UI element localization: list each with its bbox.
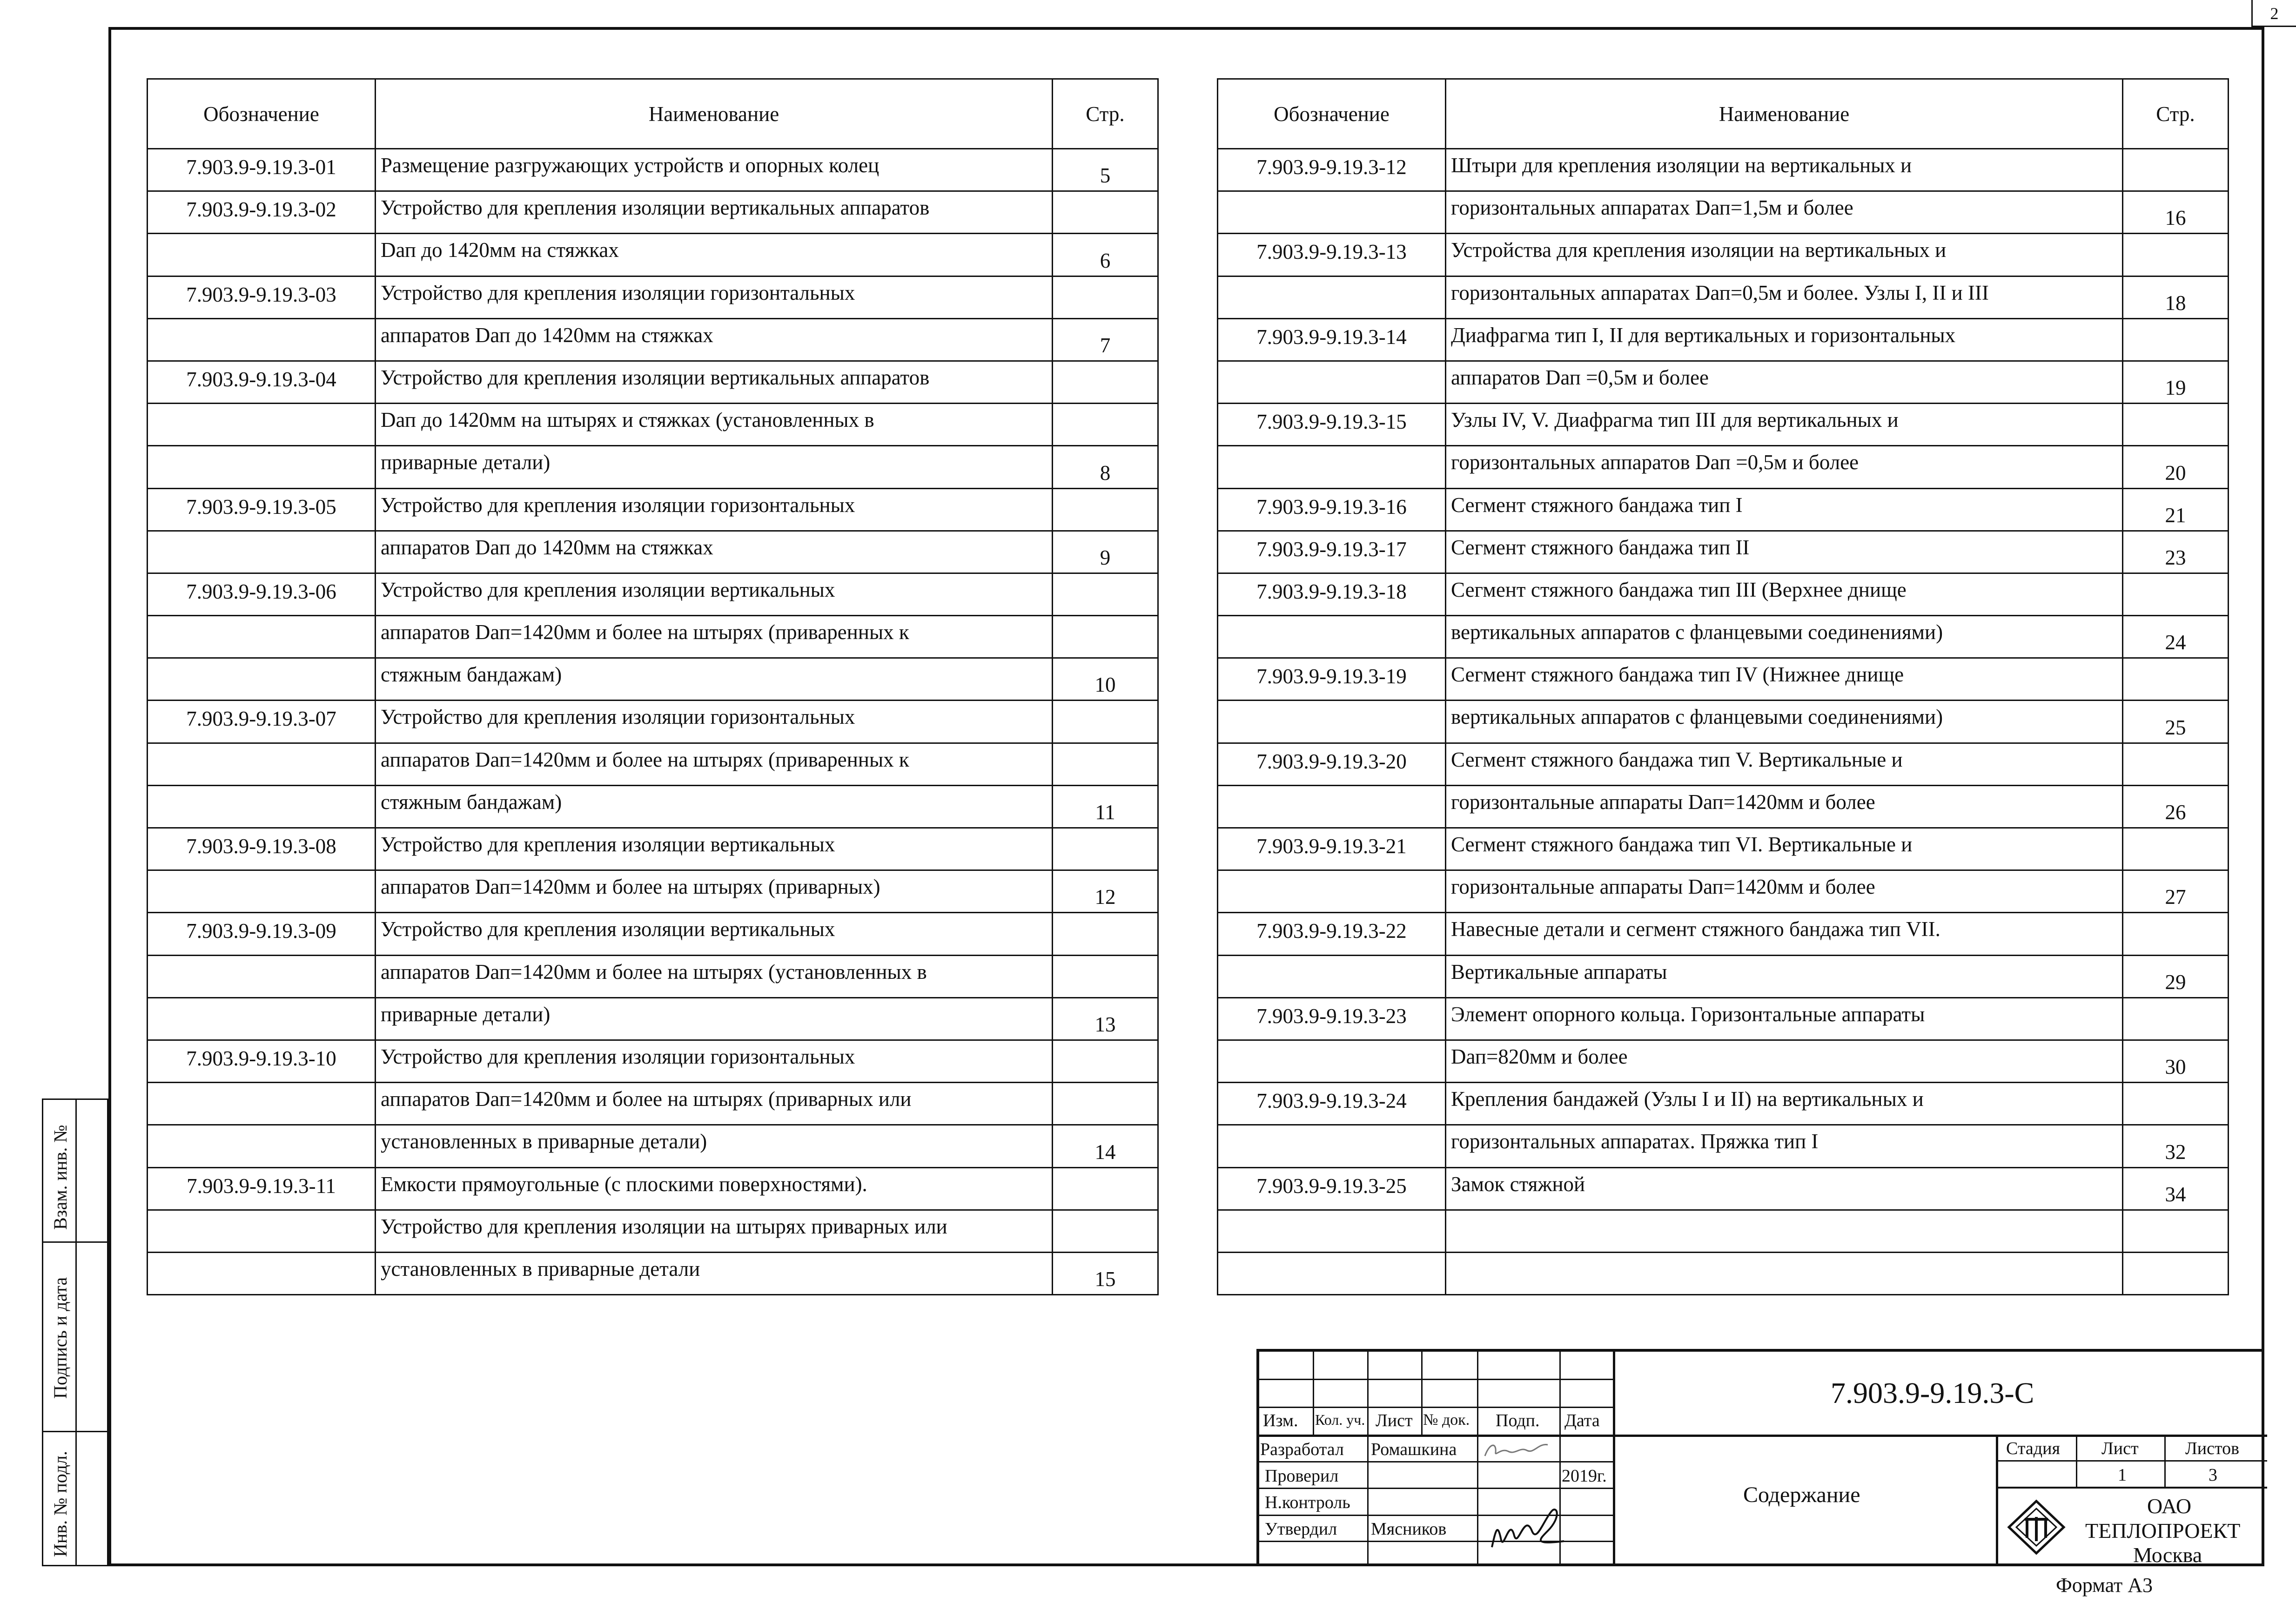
row-page: 20 [2123, 446, 2229, 488]
table-row [148, 573, 1158, 615]
header-page: Стр. [2123, 79, 2229, 149]
row-code [148, 743, 376, 785]
table-row [148, 1083, 1158, 1125]
row-page: 34 [2123, 1167, 2229, 1210]
row-name: Емкости прямоугольные (с плоскими поверхностями). [376, 1167, 1053, 1210]
row-page: 18 [2123, 276, 2229, 318]
table-row [148, 1040, 1158, 1082]
table-row [148, 616, 1158, 658]
table-row [148, 361, 1158, 403]
row-page: 27 [2123, 870, 2229, 913]
table-row [148, 1167, 1158, 1210]
role-razrab: Разработал [1260, 1440, 1344, 1459]
row-page: 11 [1053, 785, 1158, 828]
signature-razrab [1483, 1438, 1552, 1462]
row-page: 25 [2123, 701, 2229, 743]
row-name: вертикальных аппаратов с фланцевыми соединениями) [1446, 616, 2123, 658]
sheet-number-box [2251, 0, 2296, 27]
row-code: 7.903.9-9.19.3-16 [1218, 488, 1446, 531]
row-code: 7.903.9-9.19.3-09 [148, 913, 376, 955]
row-code: 7.903.9-9.19.3-02 [148, 191, 376, 234]
row-page [1053, 1040, 1158, 1082]
table-row [148, 870, 1158, 913]
list-label: Лист [2101, 1439, 2139, 1458]
row-page [1053, 616, 1158, 658]
row-page [2123, 743, 2229, 785]
row-name: Крепления бандажей (Узлы I и II) на вертикальных и [1446, 1083, 2123, 1125]
row-code: 7.903.9-9.19.3-04 [148, 361, 376, 403]
row-code [148, 446, 376, 488]
header-name: Наименование [1446, 79, 2123, 149]
name-utverdil: Мясников [1371, 1519, 1447, 1539]
header-name: Наименование [376, 79, 1053, 149]
header-page: Стр. [1053, 79, 1158, 149]
contents-table-right [1217, 78, 2229, 1295]
row-page [1053, 404, 1158, 446]
row-name: Устройство для крепления изоляции горизонтальных [376, 276, 1053, 318]
row-page [1053, 913, 1158, 955]
row-code [1218, 1252, 1446, 1294]
table-row [1218, 149, 2229, 191]
table-row [1218, 404, 2229, 446]
row-code: 7.903.9-9.19.3-03 [148, 276, 376, 318]
row-page: 10 [1053, 658, 1158, 701]
row-code [1218, 1040, 1446, 1082]
table-row [1218, 276, 2229, 318]
row-code [148, 1125, 376, 1167]
table-row [148, 234, 1158, 276]
row-code [1218, 191, 1446, 234]
row-page [2123, 828, 2229, 870]
doc-title: Содержание [1743, 1482, 1860, 1507]
row-name: горизонтальные аппараты Dап=1420мм и более [1446, 785, 2123, 828]
row-code [1218, 446, 1446, 488]
col-data: Дата [1564, 1411, 1600, 1430]
row-code: 7.903.9-9.19.3-21 [1218, 828, 1446, 870]
row-name: аппаратов Dап=1420мм и более на штырях (приварных) [376, 870, 1053, 913]
table-row [1218, 785, 2229, 828]
row-name: Узлы IV, V. Диафрагма тип III для вертикальных и [1446, 404, 2123, 446]
table-row [148, 785, 1158, 828]
header-code: Обозначение [1218, 79, 1446, 149]
row-code [1218, 616, 1446, 658]
row-name: Диафрагма тип I, II для вертикальных и горизонтальных [1446, 318, 2123, 361]
table-row [1218, 573, 2229, 615]
row-page [2123, 318, 2229, 361]
row-code: 7.903.9-9.19.3-13 [1218, 234, 1446, 276]
row-page [2123, 913, 2229, 955]
col-podp: Подп. [1496, 1411, 1540, 1430]
row-name: аппаратов Dап до 1420мм на стяжках [376, 318, 1053, 361]
listov-label: Листов [2185, 1439, 2240, 1458]
row-page [1053, 573, 1158, 615]
table-row [148, 955, 1158, 997]
table-row [148, 318, 1158, 361]
name-razrab: Ромашкина [1371, 1440, 1457, 1459]
row-page [1053, 701, 1158, 743]
table-row [148, 488, 1158, 531]
row-name: аппаратов Dап =0,5м и более [1446, 361, 2123, 403]
row-name: горизонтальные аппараты Dап=1420мм и более [1446, 870, 2123, 913]
row-page: 29 [2123, 955, 2229, 997]
table-row [148, 997, 1158, 1040]
row-code [148, 1083, 376, 1125]
row-page [2123, 149, 2229, 191]
row-code [1218, 1125, 1446, 1167]
row-code [1218, 785, 1446, 828]
row-code: 7.903.9-9.19.3-12 [1218, 149, 1446, 191]
row-name: Сегмент стяжного бандажа тип III (Верхнее днище [1446, 573, 2123, 615]
table-row [1218, 701, 2229, 743]
header-code: Обозначение [148, 79, 376, 149]
left-table-body [148, 149, 1158, 1295]
row-code [1218, 276, 1446, 318]
stadia-label: Стадия [2006, 1439, 2060, 1458]
role-utverdil: Утвердил [1265, 1519, 1337, 1539]
row-page [2123, 1083, 2229, 1125]
format-label: Формат А3 [2056, 1574, 2153, 1597]
row-name: аппаратов Dап=1420мм и более на штырях (установленных в [376, 955, 1053, 997]
row-name: Размещение разгружающих устройств и опорных колец [376, 149, 1053, 191]
table-row [148, 446, 1158, 488]
row-name: Сегмент стяжного бандажа тип VI. Вертикальные и [1446, 828, 2123, 870]
row-name: Устройство для крепления изоляции горизонтальных [376, 701, 1053, 743]
table-row [148, 913, 1158, 955]
table-row [148, 1125, 1158, 1167]
row-name: Замок стяжной [1446, 1167, 2123, 1210]
row-code: 7.903.9-9.19.3-05 [148, 488, 376, 531]
col-izm: Изм. [1263, 1411, 1298, 1430]
row-code [148, 318, 376, 361]
row-name: Сегмент стяжного бандажа тип I [1446, 488, 2123, 531]
row-name: Dап=820мм и более [1446, 1040, 2123, 1082]
row-page: 13 [1053, 997, 1158, 1040]
list-value: 1 [2118, 1465, 2127, 1485]
row-name: Сегмент стяжного бандажа тип II [1446, 531, 2123, 573]
row-code: 7.903.9-9.19.3-24 [1218, 1083, 1446, 1125]
table-row [148, 701, 1158, 743]
table-row [148, 531, 1158, 573]
side-label-inv: Инв. № подл. [50, 1451, 71, 1557]
table-row [1218, 1083, 2229, 1125]
signature-utverdil [1487, 1503, 1571, 1554]
row-name: Dап до 1420мм на штырях и стяжках (установленных в [376, 404, 1053, 446]
role-prover: Проверил [1265, 1466, 1339, 1486]
row-code: 7.903.9-9.19.3-14 [1218, 318, 1446, 361]
row-page: 21 [2123, 488, 2229, 531]
row-page [2123, 573, 2229, 615]
row-page: 24 [2123, 616, 2229, 658]
row-code: 7.903.9-9.19.3-22 [1218, 913, 1446, 955]
row-page [1053, 1167, 1158, 1210]
row-page: 6 [1053, 234, 1158, 276]
right-table-body [1218, 149, 2229, 1295]
table-row [1218, 1252, 2229, 1294]
row-page [2123, 1210, 2229, 1252]
table-row [1218, 531, 2229, 573]
row-code: 7.903.9-9.19.3-17 [1218, 531, 1446, 573]
row-code: 7.903.9-9.19.3-07 [148, 701, 376, 743]
row-code: 7.903.9-9.19.3-11 [148, 1167, 376, 1210]
row-page: 8 [1053, 446, 1158, 488]
row-name: Устройство для крепления изоляции вертикальных [376, 913, 1053, 955]
row-code: 7.903.9-9.19.3-06 [148, 573, 376, 615]
contents-table-left [147, 78, 1159, 1295]
row-name: аппаратов Dап=1420мм и более на штырях (приварных или [376, 1083, 1053, 1125]
row-page: 12 [1053, 870, 1158, 913]
table-row [1218, 870, 2229, 913]
row-code [148, 1252, 376, 1294]
table-row [1218, 997, 2229, 1040]
row-code: 7.903.9-9.19.3-19 [1218, 658, 1446, 701]
row-page: 16 [2123, 191, 2229, 234]
row-page [1053, 828, 1158, 870]
row-page [2123, 404, 2229, 446]
row-page: 14 [1053, 1125, 1158, 1167]
table-row [1218, 1167, 2229, 1210]
org-line1: ОАО [2147, 1494, 2192, 1518]
row-name: Устройство для крепления изоляции вертикальных [376, 573, 1053, 615]
row-page [1053, 743, 1158, 785]
row-name: аппаратов Dап=1420мм и более на штырях (приваренных к [376, 616, 1053, 658]
row-name: горизонтальных аппаратах Dап=0,5м и более. Узлы I, II и III [1446, 276, 2123, 318]
side-label-podpis: Подпись и дата [50, 1277, 71, 1399]
side-cell-podpis-value [75, 1241, 108, 1432]
table-row [148, 828, 1158, 870]
col-ndok: № док. [1423, 1411, 1470, 1429]
date-prover: 2019г. [1562, 1466, 1607, 1486]
row-page [2123, 234, 2229, 276]
table-row [1218, 446, 2229, 488]
row-name: горизонтальных аппаратах. Пряжка тип I [1446, 1125, 2123, 1167]
teploproekt-logo-icon [2006, 1498, 2067, 1557]
table-row [1218, 828, 2229, 870]
row-page [2123, 1252, 2229, 1294]
table-row [148, 149, 1158, 191]
row-page: 30 [2123, 1040, 2229, 1082]
row-code [1218, 701, 1446, 743]
row-code [1218, 955, 1446, 997]
title-block [1256, 1349, 2264, 1566]
row-code: 7.903.9-9.19.3-23 [1218, 997, 1446, 1040]
row-name: Вертикальные аппараты [1446, 955, 2123, 997]
row-page [1053, 191, 1158, 234]
listov-value: 3 [2209, 1465, 2217, 1485]
row-page: 19 [2123, 361, 2229, 403]
row-code: 7.903.9-9.19.3-15 [1218, 404, 1446, 446]
row-name: горизонтальных аппаратах Dап=1,5м и более [1446, 191, 2123, 234]
row-page [2123, 658, 2229, 701]
row-code [148, 531, 376, 573]
row-name: Сегмент стяжного бандажа тип V. Вертикальные и [1446, 743, 2123, 785]
row-code: 7.903.9-9.19.3-18 [1218, 573, 1446, 615]
table-row [148, 191, 1158, 234]
row-name: Устройство для крепления изоляции горизонтальных [376, 488, 1053, 531]
row-code [148, 658, 376, 701]
org-line3: Москва [2133, 1543, 2202, 1567]
row-code [148, 870, 376, 913]
table-row [148, 404, 1158, 446]
row-page [1053, 1210, 1158, 1252]
row-name: Устройство для крепления изоляции вертикальных [376, 828, 1053, 870]
row-code: 7.903.9-9.19.3-10 [148, 1040, 376, 1082]
side-label-vzam: Взам. инв. № [50, 1125, 71, 1230]
row-code [148, 234, 376, 276]
row-page: 9 [1053, 531, 1158, 573]
row-name: Элемент опорного кольца. Горизонтальные аппараты [1446, 997, 2123, 1040]
row-page: 7 [1053, 318, 1158, 361]
side-cell-vzam-value [75, 1098, 108, 1243]
row-page: 5 [1053, 149, 1158, 191]
row-page [1053, 955, 1158, 997]
row-page [1053, 488, 1158, 531]
row-code: 7.903.9-9.19.3-01 [148, 149, 376, 191]
org-line2: ТЕПЛОПРОЕКТ [2085, 1519, 2241, 1543]
table-row [1218, 1040, 2229, 1082]
row-name: Dап до 1420мм на стяжках [376, 234, 1053, 276]
row-name: приварные детали) [376, 997, 1053, 1040]
table-row [148, 1210, 1158, 1252]
row-code: 7.903.9-9.19.3-25 [1218, 1167, 1446, 1210]
col-kol-uch: Кол. уч. [1315, 1411, 1365, 1428]
row-code [148, 1210, 376, 1252]
table-row [1218, 616, 2229, 658]
row-name: Устройство для крепления изоляции на штырях приварных или [376, 1210, 1053, 1252]
row-code [1218, 361, 1446, 403]
row-name [1446, 1210, 2123, 1252]
row-name: установленных в приварные детали) [376, 1125, 1053, 1167]
table-header-row [1218, 79, 2229, 149]
row-code: 7.903.9-9.19.3-20 [1218, 743, 1446, 785]
row-code [1218, 870, 1446, 913]
row-page: 23 [2123, 531, 2229, 573]
row-code [148, 785, 376, 828]
table-row [1218, 913, 2229, 955]
row-page [2123, 997, 2229, 1040]
table-header-row [148, 79, 1158, 149]
row-name: приварные детали) [376, 446, 1053, 488]
table-row [148, 1252, 1158, 1294]
row-page: 32 [2123, 1125, 2229, 1167]
row-name: Устройство для крепления изоляции горизонтальных [376, 1040, 1053, 1082]
table-row [1218, 488, 2229, 531]
table-row [1218, 361, 2229, 403]
row-code [148, 955, 376, 997]
row-code [148, 616, 376, 658]
table-row [148, 276, 1158, 318]
row-name: Устройство для крепления изоляции вертикальных аппаратов [376, 191, 1053, 234]
sheet-number: 2 [2270, 4, 2279, 23]
row-name: Штыри для крепления изоляции на вертикальных и [1446, 149, 2123, 191]
row-code [148, 997, 376, 1040]
side-stamp-block [42, 1098, 108, 1566]
table-row [148, 743, 1158, 785]
table-row [148, 658, 1158, 701]
table-row [1218, 234, 2229, 276]
role-nkontrol: Н.контроль [1265, 1493, 1350, 1512]
row-name: стяжным бандажам) [376, 785, 1053, 828]
row-name: установленных в приварные детали [376, 1252, 1053, 1294]
row-name [1446, 1252, 2123, 1294]
row-name: стяжным бандажам) [376, 658, 1053, 701]
doc-code: 7.903.9-9.19.3-С [1831, 1376, 2034, 1409]
row-code: 7.903.9-9.19.3-08 [148, 828, 376, 870]
table-row [1218, 191, 2229, 234]
row-page: 26 [2123, 785, 2229, 828]
table-row [1218, 743, 2229, 785]
table-row [1218, 955, 2229, 997]
row-name: Устройство для крепления изоляции вертикальных аппаратов [376, 361, 1053, 403]
row-name: Устройства для крепления изоляции на вертикальных и [1446, 234, 2123, 276]
row-page [1053, 361, 1158, 403]
row-name: аппаратов Dап до 1420мм на стяжках [376, 531, 1053, 573]
table-row [1218, 658, 2229, 701]
table-row [1218, 318, 2229, 361]
row-page [1053, 1083, 1158, 1125]
side-cell-inv-value [75, 1431, 108, 1566]
col-list: Лист [1376, 1411, 1413, 1430]
row-name: горизонтальных аппаратов Dап =0,5м и более [1446, 446, 2123, 488]
table-row [1218, 1210, 2229, 1252]
row-page: 15 [1053, 1252, 1158, 1294]
table-row [1218, 1125, 2229, 1167]
row-code [148, 404, 376, 446]
row-name: вертикальных аппаратов с фланцевыми соединениями) [1446, 701, 2123, 743]
row-name: Сегмент стяжного бандажа тип IV (Нижнее днище [1446, 658, 2123, 701]
row-page [1053, 276, 1158, 318]
row-name: аппаратов Dап=1420мм и более на штырях (приваренных к [376, 743, 1053, 785]
row-code [1218, 1210, 1446, 1252]
row-name: Навесные детали и сегмент стяжного бандажа тип VII. [1446, 913, 2123, 955]
